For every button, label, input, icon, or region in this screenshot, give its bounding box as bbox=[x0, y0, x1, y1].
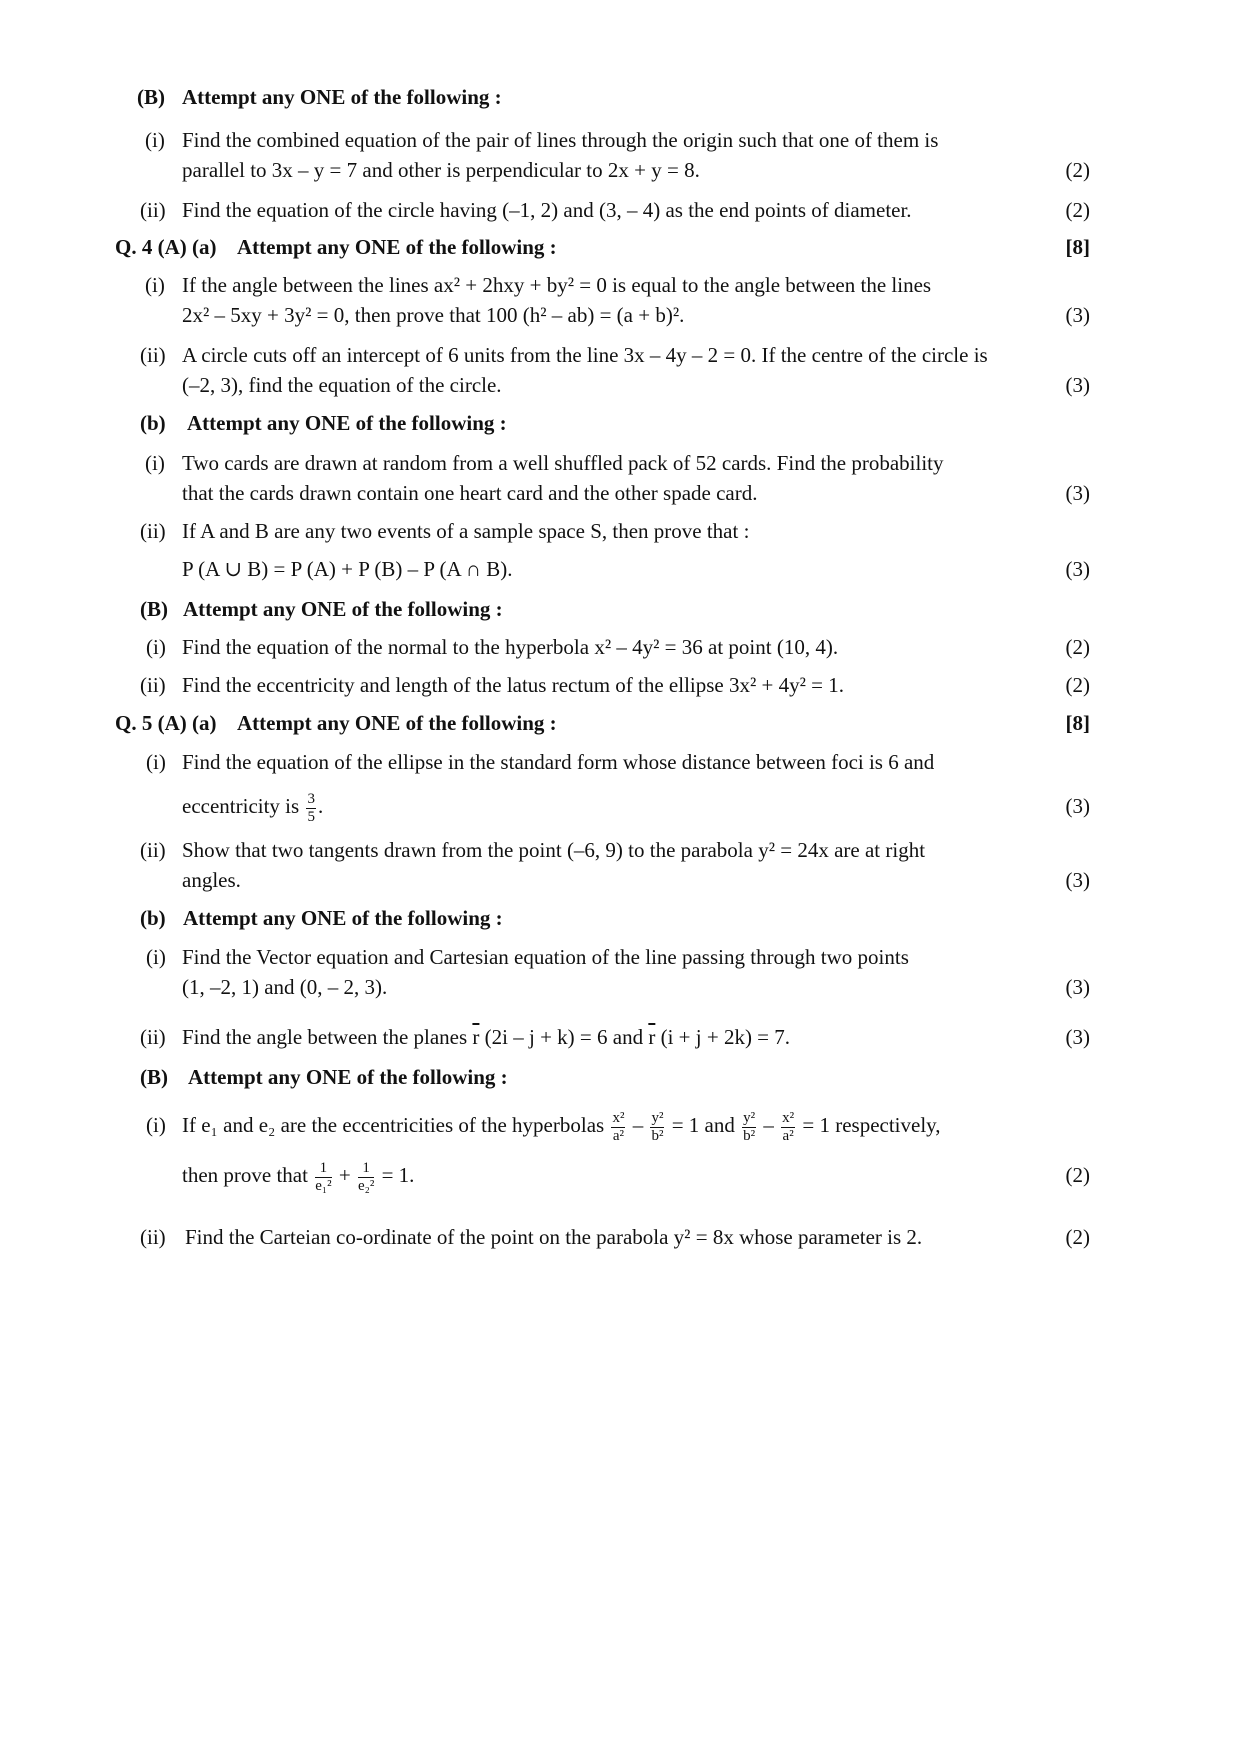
marks: (2) bbox=[1065, 1163, 1090, 1187]
denominator: b² bbox=[651, 1127, 664, 1144]
question-row bbox=[0, 835, 1242, 865]
question-text: Show that two tangents drawn from the point (–6, 9) to the parabola y² = 24x are at right bbox=[182, 838, 926, 862]
q5-heading bbox=[0, 708, 1242, 738]
marks: (3) bbox=[1065, 975, 1090, 999]
plane-equation-2: (i + j + 2k) = 7. bbox=[660, 1025, 791, 1049]
question-label: (i) bbox=[145, 128, 165, 152]
marks: (3) bbox=[1065, 373, 1090, 397]
question-text: Find the combined equation of the pair of lines through the origin such that one of them is bbox=[182, 128, 939, 152]
question-text: angles. bbox=[182, 868, 241, 892]
marks: (3) bbox=[1065, 1025, 1090, 1049]
q4-heading bbox=[0, 232, 1242, 262]
question-label: (ii) bbox=[140, 838, 166, 862]
question-row bbox=[0, 632, 1242, 662]
question-text: A circle cuts off an intercept of 6 units from the line 3x – 4y – 2 = 0. If the centre of the circle is bbox=[182, 343, 988, 367]
marks: (3) bbox=[1065, 481, 1090, 505]
section-title: Attempt any ONE of the following : bbox=[237, 711, 557, 735]
sub-section-heading bbox=[0, 408, 1242, 438]
sub-section-heading bbox=[0, 594, 1242, 624]
numerator: x² bbox=[782, 1109, 795, 1126]
numerator: x² bbox=[612, 1109, 625, 1126]
fraction-three-fifths bbox=[306, 792, 316, 825]
vector-r: $\overline{r}$ bbox=[472, 1025, 480, 1049]
fraction-y2-b2 bbox=[650, 1111, 664, 1144]
section-title: Attempt any ONE of the following : bbox=[183, 906, 503, 930]
question-row bbox=[0, 448, 1242, 478]
marks: (3) bbox=[1065, 557, 1090, 581]
question-row bbox=[0, 195, 1242, 225]
fraction-1-e2sq bbox=[358, 1161, 374, 1194]
marks: (2) bbox=[1065, 673, 1090, 697]
question-text: If the angle between the lines ax² + 2hxy + by² = 0 is equal to the angle between the lines bbox=[182, 273, 932, 297]
question-row bbox=[0, 270, 1242, 300]
question-row bbox=[0, 516, 1242, 546]
fraction-y2-b2 bbox=[742, 1111, 756, 1144]
question-label: (ii) bbox=[140, 1025, 166, 1049]
question-text: Find the Carteian co-ordinate of the point on the parabola y² = 8x whose parameter is 2. bbox=[185, 1225, 923, 1249]
question-text: Find the equation of the normal to the hyperbola x² – 4y² = 36 at point (10, 4). bbox=[182, 635, 839, 659]
section-label: (B) bbox=[137, 85, 165, 109]
question-label: (ii) bbox=[140, 519, 166, 543]
question-label: (ii) bbox=[140, 1225, 166, 1249]
question-row bbox=[0, 155, 1242, 185]
result: = 1. bbox=[381, 1163, 415, 1187]
minus-sign: – bbox=[763, 1113, 774, 1137]
marks: [8] bbox=[1065, 711, 1090, 735]
marks: (3) bbox=[1065, 303, 1090, 327]
sub-section-heading bbox=[0, 1062, 1242, 1092]
question-row bbox=[0, 340, 1242, 370]
question-text bbox=[182, 784, 323, 828]
section-title: Attempt any ONE of the following : bbox=[237, 235, 557, 259]
numerator: 1 bbox=[358, 1161, 374, 1178]
question-label: (ii) bbox=[140, 198, 166, 222]
minus-sign: – bbox=[632, 1113, 644, 1137]
section-label: (b) bbox=[140, 906, 166, 930]
question-row bbox=[0, 972, 1242, 1002]
period: . bbox=[317, 794, 324, 818]
denominator: e₁² bbox=[315, 1177, 332, 1194]
section-title: Attempt any ONE of the following : bbox=[182, 85, 502, 109]
question-text: If A and B are any two events of a sample space S, then prove that : bbox=[182, 519, 750, 543]
question-label: (ii) bbox=[140, 673, 166, 697]
section-b-heading bbox=[0, 82, 1242, 112]
numerator: y² bbox=[651, 1109, 664, 1126]
denominator: a² bbox=[782, 1127, 794, 1144]
section-label: (B) bbox=[140, 597, 168, 621]
question-label: (i) bbox=[146, 750, 166, 774]
question-text: (1, –2, 1) and (0, – 2, 3). bbox=[182, 975, 388, 999]
vector-r: $\overline{r}$ bbox=[648, 1025, 656, 1049]
question-row bbox=[0, 478, 1242, 508]
equals-one-respectively: = 1 respectively, bbox=[802, 1113, 941, 1137]
section-label: (b) bbox=[140, 411, 166, 435]
question-text: Find the equation of the ellipse in the standard form whose distance between foci is 6 and bbox=[182, 750, 935, 774]
question-row bbox=[0, 747, 1242, 777]
numerator: 3 bbox=[307, 790, 315, 807]
question-row bbox=[0, 865, 1242, 895]
numerator: y² bbox=[743, 1109, 756, 1126]
question-row bbox=[0, 370, 1242, 400]
question-label: (i) bbox=[146, 945, 166, 969]
question-text bbox=[182, 1152, 414, 1198]
fraction-x2-a2 bbox=[781, 1111, 795, 1144]
marks: (2) bbox=[1065, 198, 1090, 222]
marks: (3) bbox=[1065, 794, 1090, 818]
question-text: Find the eccentricity and length of the latus rectum of the ellipse 3x² + 4y² = 1. bbox=[182, 673, 845, 697]
marks: (3) bbox=[1065, 868, 1090, 892]
question-row bbox=[0, 1022, 1242, 1052]
question-number: Q. 4 (A) (a) bbox=[115, 235, 217, 259]
marks: (2) bbox=[1065, 158, 1090, 182]
marks: (2) bbox=[1065, 1225, 1090, 1249]
question-row bbox=[0, 670, 1242, 700]
question-label: (i) bbox=[146, 635, 166, 659]
question-row bbox=[0, 1102, 1242, 1148]
question-text: Find the Vector equation and Cartesian equation of the line passing through two points bbox=[182, 945, 909, 969]
section-title: Attempt any ONE of the following : bbox=[188, 1065, 508, 1089]
equals-one: = 1 bbox=[671, 1113, 700, 1137]
and-word: and bbox=[704, 1113, 735, 1137]
marks: [8] bbox=[1065, 235, 1090, 259]
question-text: 2x² – 5xy + 3y² = 0, then prove that 100 (h² – ab) = (a + b)². bbox=[182, 303, 685, 327]
question-text: Find the equation of the circle having (–1, 2) and (3, – 4) as the end points of diameter. bbox=[182, 198, 912, 222]
question-row bbox=[0, 125, 1242, 155]
question-text: parallel to 3x – y = 7 and other is perpendicular to 2x + y = 8. bbox=[182, 158, 700, 182]
numerator: 1 bbox=[315, 1161, 331, 1178]
question-label: (i) bbox=[146, 1113, 166, 1137]
formula: P (A ∪ B) = P (A) + P (B) – P (A ∩ B). bbox=[182, 557, 513, 581]
section-title: Attempt any ONE of the following : bbox=[183, 597, 503, 621]
eccentricity-label: eccentricity is bbox=[182, 794, 300, 818]
question-row bbox=[0, 1152, 1242, 1198]
then-prove: then prove that bbox=[182, 1163, 308, 1187]
question-label: (i) bbox=[145, 273, 165, 297]
question-number: Q. 5 (A) (a) bbox=[115, 711, 217, 735]
sub-section-heading bbox=[0, 903, 1242, 933]
question-row bbox=[0, 1222, 1242, 1252]
question-text: Two cards are drawn at random from a well shuffled pack of 52 cards. Find the probability bbox=[182, 451, 944, 475]
plus-sign: + bbox=[338, 1163, 351, 1187]
question-row bbox=[0, 942, 1242, 972]
question-text bbox=[182, 1022, 790, 1052]
planes-prefix: Find the angle between the planes bbox=[182, 1025, 468, 1049]
marks: (2) bbox=[1065, 635, 1090, 659]
denominator: 5 bbox=[307, 808, 315, 825]
denominator: a² bbox=[612, 1127, 625, 1144]
question-label: (ii) bbox=[140, 343, 166, 367]
section-label: (B) bbox=[140, 1065, 168, 1089]
question-row bbox=[0, 784, 1242, 828]
fraction-x2-a2 bbox=[611, 1111, 625, 1144]
question-text: that the cards drawn contain one heart card and the other spade card. bbox=[182, 481, 758, 505]
hyperbola-prefix: If e₁ and e₂ are the eccentricities of the hyperbolas bbox=[182, 1113, 605, 1137]
fraction-1-e1sq bbox=[315, 1161, 331, 1194]
section-title: Attempt any ONE of the following : bbox=[187, 411, 507, 435]
plane-equation-1: (2i – j + k) = 6 and bbox=[484, 1025, 644, 1049]
question-row bbox=[0, 554, 1242, 584]
denominator: e₂² bbox=[357, 1177, 375, 1194]
question-text bbox=[182, 1102, 941, 1148]
question-label: (i) bbox=[145, 451, 165, 475]
question-row bbox=[0, 300, 1242, 330]
denominator: b² bbox=[743, 1127, 756, 1144]
question-text: (–2, 3), find the equation of the circle. bbox=[182, 373, 502, 397]
